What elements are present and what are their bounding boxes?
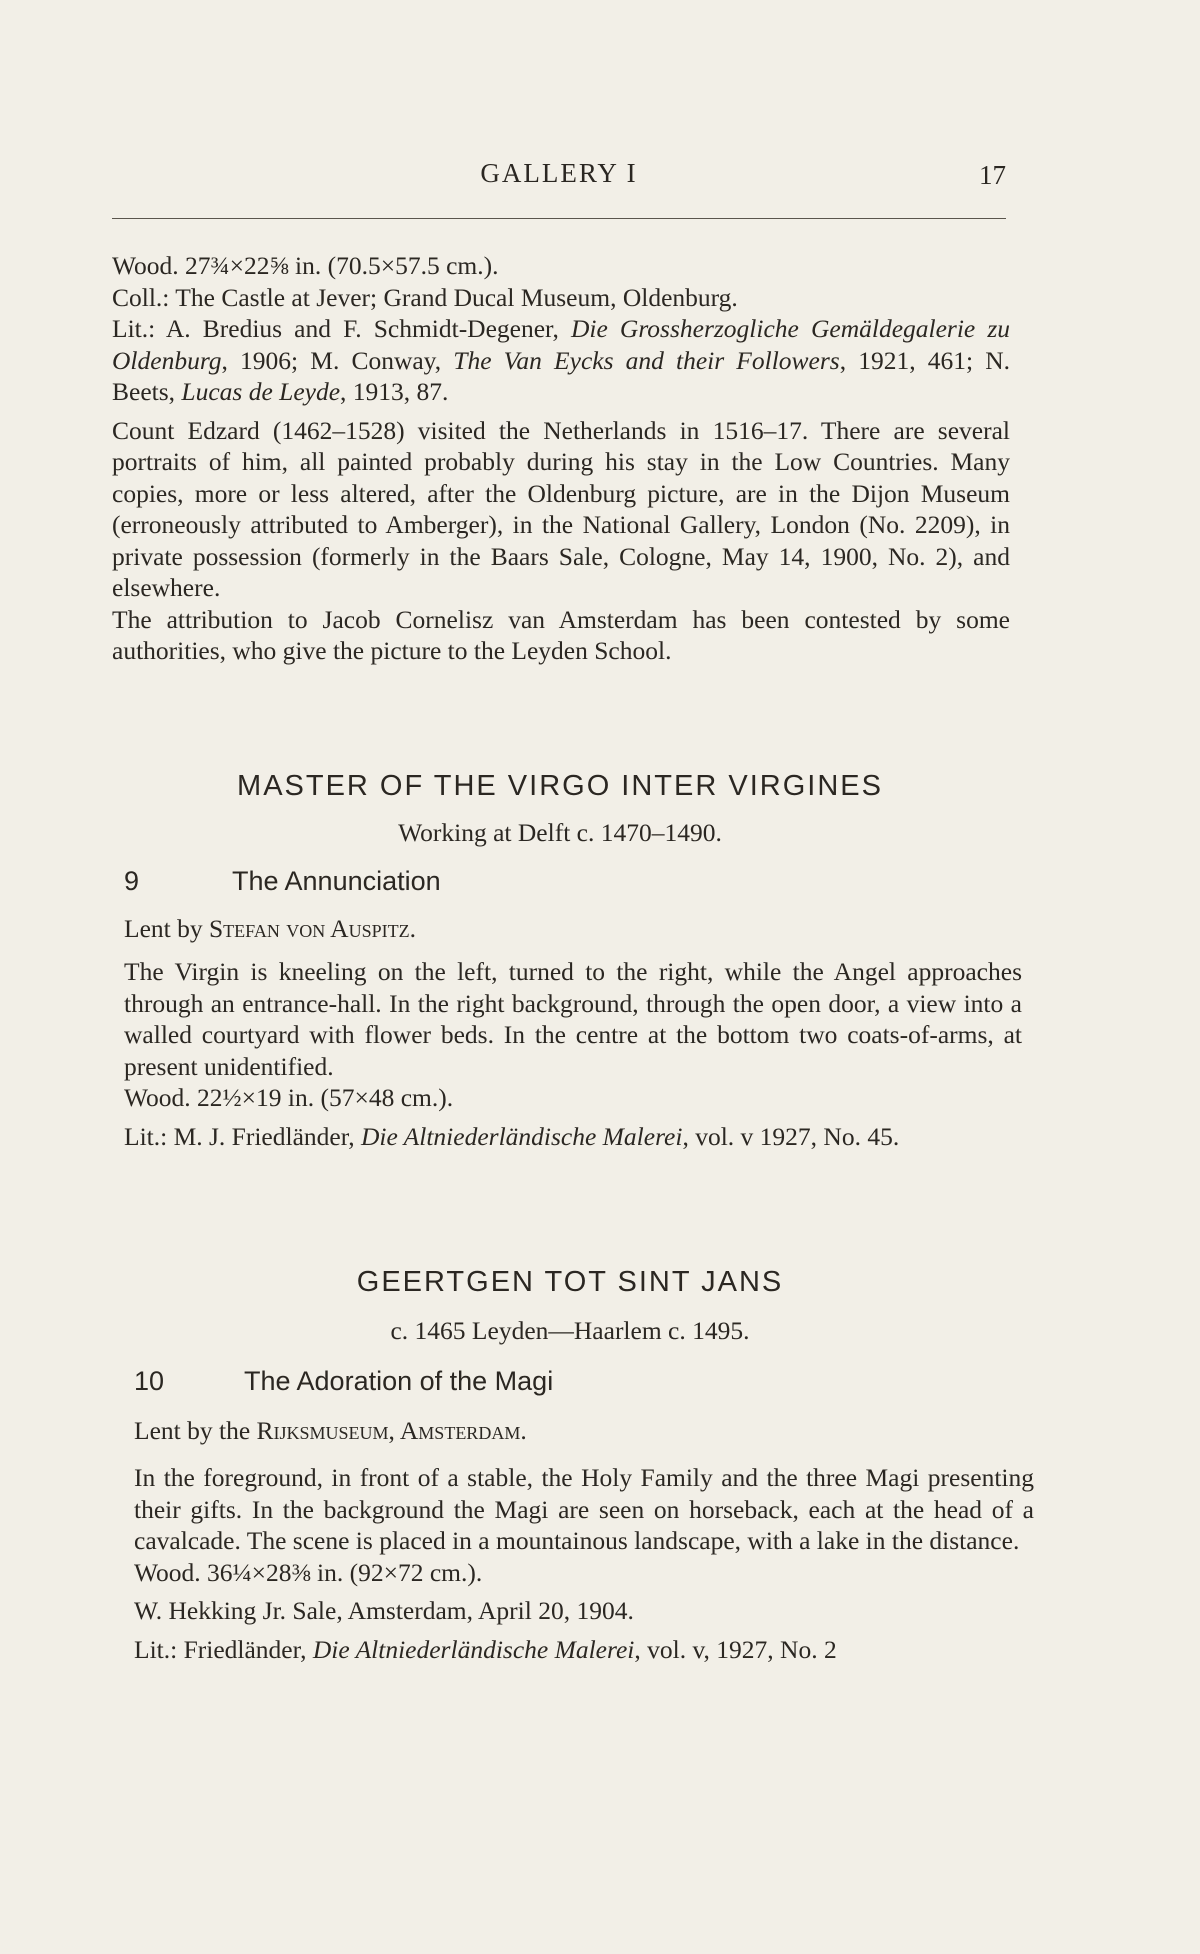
collection-line: Coll.: The Castle at Jever; Grand Ducal Museum, Oldenburg. [112,282,738,312]
lent-prefix: Lent by the [134,1416,257,1445]
lit-text: , vol. v 1927, No. 45. [682,1121,900,1151]
sale-line: W. Hekking Jr. Sale, Amsterdam, April 20, 1904. [134,1596,634,1625]
description: In the foreground, in front of a stable, the Holy Family and the three Magi presenting their gifts. In the background the Magi are seen on horseback, each at the head of a cavalcade. The scene is placed in a mountainous landscape, with a lake in the distance. [134,1463,1034,1555]
lit-title: Die Altniederländische Malerei [312,1634,635,1664]
lit-title: Lucas de Leyde [181,377,341,406]
item-title: The Adoration of the Magi [244,1366,554,1396]
literature-line [112,313,1010,408]
previous-entry [112,250,1010,667]
item-heading [134,1366,553,1397]
item-9-body [124,956,1022,1152]
lit-text: , 1913, 87. [340,377,449,406]
item-title: The Annunciation [232,866,441,896]
header-rule [112,218,1006,219]
item-heading [124,866,441,897]
lit-title: Die Grossherzogliche Gemäldegalerie zu Oldenburg [112,314,1010,375]
artist-dates: Working at Delft c. 1470–1490. [398,818,722,847]
lender-name: Rijksmuseum, Amsterdam. [256,1416,527,1445]
running-title: GALLERY I [480,158,638,188]
lit-text: Lit.: Friedländer, [134,1634,313,1664]
item-number: 10 [134,1366,165,1396]
page-number: 17 [979,160,1006,190]
lit-text: , 1921, 461; N. Beets, [112,345,1010,406]
description: The Virgin is kneeling on the left, turned to the right, while the Angel approaches through an entrance-hall. In the right background, through the open door, a view into a walled courtyard with flower beds. In the centre at the bottom two coats-of-arms, at present unidentified. [124,957,1022,1081]
lit-text: Lit.: A. Bredius and F. Schmidt-Degener, [112,314,571,343]
lit-title: Die Altniederländische Malerei [360,1121,683,1151]
lit-title: The Van Eycks and their Followers [453,345,840,375]
item-number: 9 [124,866,140,896]
artist-heading: MASTER OF THE VIRGO INTER VIRGINES [237,770,883,802]
note-paragraph: Count Edzard (1462–1528) visited the Netherlands in 1516–17. There are several portraits of him, all painted probably during his stay in the Low Countries. Many copies, more or less altered, after the Oldenburg picture, are in the Dijon Museum (erroneously attributed to Amberger), in the National Gallery, London (No. 2209), in private possession (formerly in the Baars Sale, Cologne, May 14, 1900, No. 2), and elsewhere. [112,415,1010,602]
lender-line [134,1416,527,1446]
lent-prefix: Lent by [124,914,209,943]
item-10-body [134,1462,1034,1665]
wood-dimensions: Wood. 27¾×22⅝ in. (70.5×57.5 cm.). [112,251,499,280]
wood-dimensions: Wood. 36¼×28⅜ in. (92×72 cm.). [134,1557,483,1587]
wood-dimensions: Wood. 22½×19 in. (57×48 cm.). [124,1083,454,1112]
lender-name: Stefan von Auspitz. [208,914,416,943]
lit-text: , vol. v, 1927, No. 2 [634,1634,837,1664]
literature-line [124,1121,1022,1153]
lit-text: , 1906; M. Conway, [221,345,454,375]
lit-text: Lit.: M. J. Friedländer, [124,1121,361,1151]
artist-dates: c. 1465 Leyden—Haarlem c. 1495. [390,1316,750,1345]
page-header [112,158,1006,198]
artist-heading: GEERTGEN TOT SINT JANS [356,1266,784,1298]
attribution-note: The attribution to Jacob Cornelisz van Amsterdam has been contested by some authorities, who give the picture to the Leyden School. [112,604,1010,665]
literature-line [134,1634,1034,1666]
lender-line [124,914,416,944]
